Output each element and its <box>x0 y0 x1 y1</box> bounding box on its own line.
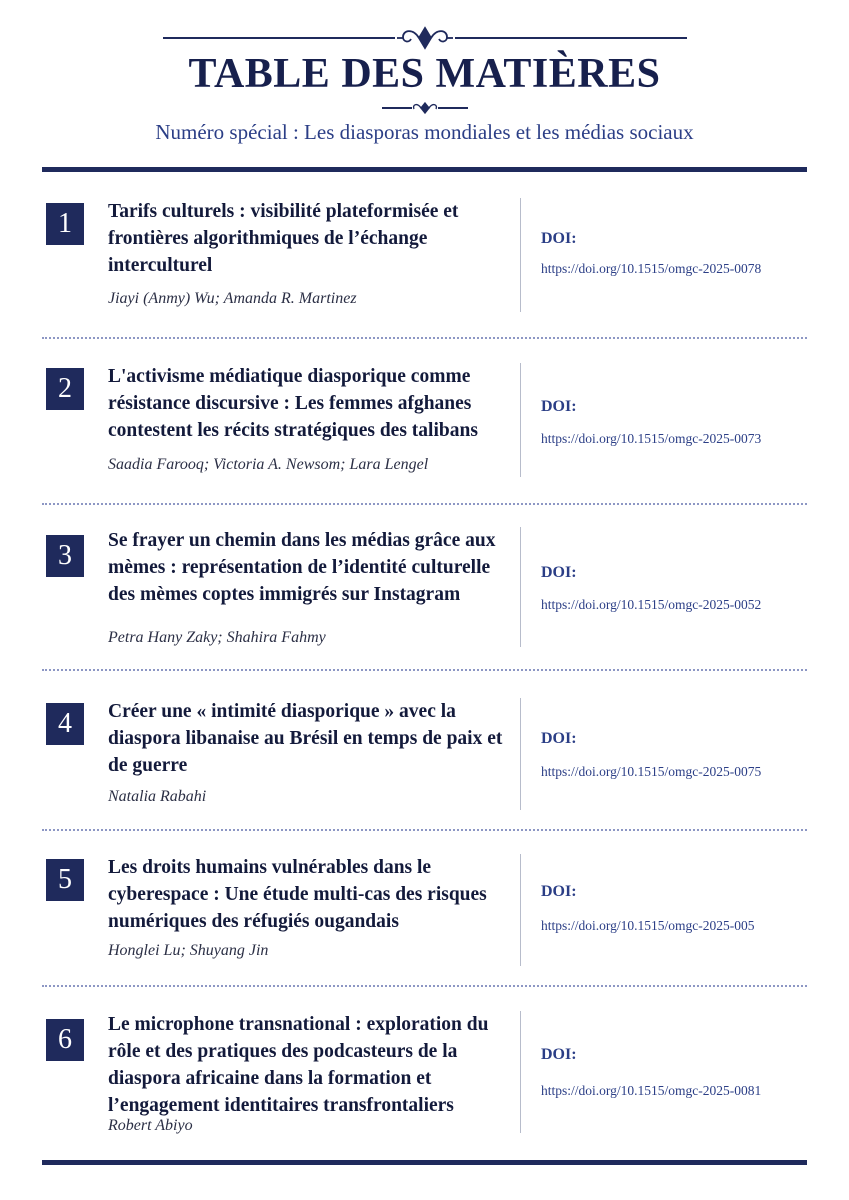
doi-label: DOI: <box>541 398 577 415</box>
doi-label: DOI: <box>541 730 577 747</box>
doi-link[interactable]: https://doi.org/10.1515/omgc-2025-0073 <box>541 431 762 446</box>
toc-entry <box>42 1011 807 1141</box>
doi-label: DOI: <box>541 230 577 247</box>
title-rule-right <box>438 107 468 109</box>
flourish-ornament-icon <box>395 24 455 52</box>
entry-number-badge: 4 <box>46 703 84 745</box>
entry-title: Se frayer un chemin dans les médias grâce aux mèmes : représentation de l’identité culturelle des mèmes coptes immigrés sur Instagram <box>108 530 496 605</box>
entry-number-badge: 3 <box>46 535 84 577</box>
entry-authors: Robert Abiyo <box>108 1117 193 1134</box>
entry-number-badge: 1 <box>46 203 84 245</box>
toc-entry <box>42 198 807 320</box>
entry-separator <box>520 363 521 477</box>
entry-authors: Saadia Farooq; Victoria A. Newsom; Lara Lengel <box>108 456 429 473</box>
page-title: TABLE DES MATIÈRES <box>188 51 661 97</box>
header-rule-right <box>455 37 687 39</box>
entry-divider <box>42 337 807 339</box>
entry-title: Les droits humains vulnérables dans le cyberespace : Une étude multi-cas des risques numériques des réfugiés ougandais <box>108 857 487 932</box>
entry-authors: Jiayi (Anmy) Wu; Amanda R. Martinez <box>108 290 357 307</box>
entry-divider <box>42 985 807 987</box>
entry-title: L'activisme médiatique diasporique comme résistance discursive : Les femmes afghanes contestent les récits stratégiques des talibans <box>108 366 478 441</box>
header-rule-left <box>163 37 395 39</box>
doi-label: DOI: <box>541 1046 577 1063</box>
entry-title: Le microphone transnational : exploration du rôle et des pratiques des podcasteurs de la diaspora africaine dans la formation et l’engagement identitaires transfrontaliers <box>108 1014 489 1116</box>
header-divider <box>42 167 807 172</box>
entry-authors: Petra Hany Zaky; Shahira Fahmy <box>108 629 326 646</box>
doi-link[interactable]: https://doi.org/10.1515/omgc-2025-0078 <box>541 261 762 276</box>
title-rule-left <box>382 107 412 109</box>
entry-number-badge: 5 <box>46 859 84 901</box>
entry-title: Tarifs culturels : visibilité plateformisée et frontières algorithmiques de l’échange interculturel <box>108 201 459 276</box>
entry-authors: Honglei Lu; Shuyang Jin <box>108 942 269 959</box>
doi-label: DOI: <box>541 883 577 900</box>
toc-entry <box>42 527 807 651</box>
entry-number-badge: 6 <box>46 1019 84 1061</box>
entry-separator <box>520 527 521 647</box>
entry-separator <box>520 198 521 312</box>
entry-number-badge: 2 <box>46 368 84 410</box>
entry-divider <box>42 829 807 831</box>
doi-link[interactable]: https://doi.org/10.1515/omgc-2025-0052 <box>541 597 762 612</box>
entry-title: Créer une « intimité diasporique » avec la diaspora libanaise au Brésil en temps de paix et de guerre <box>108 701 503 776</box>
doi-label: DOI: <box>541 564 577 581</box>
doi-link[interactable]: https://doi.org/10.1515/omgc-2025-0075 <box>541 764 762 779</box>
entry-separator <box>520 1011 521 1133</box>
entry-authors: Natalia Rabahi <box>108 788 207 805</box>
toc-entry <box>42 698 807 814</box>
doi-link[interactable]: https://doi.org/10.1515/omgc-2025-005 <box>541 918 755 933</box>
page-subtitle: Numéro spécial : Les diasporas mondiales et les médias sociaux <box>155 120 694 144</box>
toc-entry <box>42 854 807 970</box>
small-flourish-icon <box>411 100 439 116</box>
toc-entry <box>42 363 807 485</box>
entry-divider <box>42 669 807 671</box>
doi-link[interactable]: https://doi.org/10.1515/omgc-2025-0081 <box>541 1083 762 1098</box>
entry-separator <box>520 854 521 966</box>
entry-separator <box>520 698 521 810</box>
entry-divider <box>42 503 807 505</box>
footer-divider <box>42 1160 807 1165</box>
